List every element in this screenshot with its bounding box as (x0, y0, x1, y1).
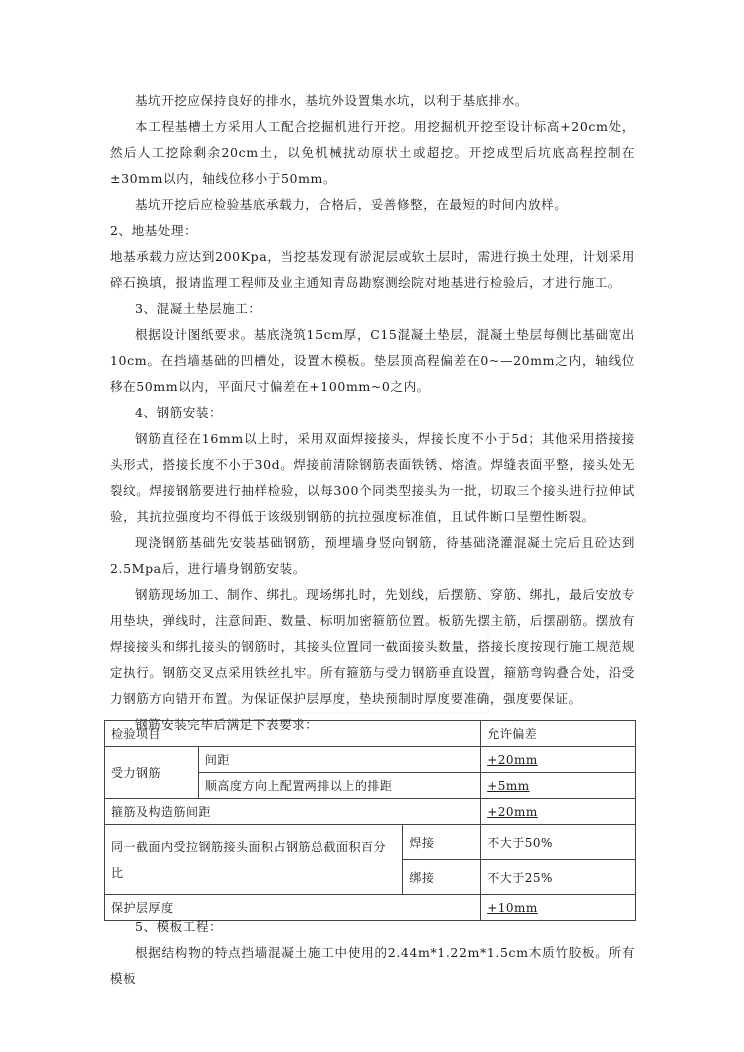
tolerance-cell: 不大于50% (481, 825, 636, 860)
paragraph: 基坑开挖应保持良好的排水，基坑外设置集水坑，以利于基底排水。 (135, 93, 529, 108)
paragraph: 本工程基槽土方采用人工配合挖掘机进行开挖。用挖掘机开挖至设计标高+20cm处，然后人工挖除剩余20cm土，以免机械扰动原状土或超挖。开挖成型后坑底高程控制在±30mm以内，轴线位移小于50mm。 (110, 119, 635, 186)
paragraph: 钢筋直径在16mm以上时，采用双面焊接接头，焊接长度不小于5d；其他采用搭接接头形式，搭接长度不小于30d。焊接前清除钢筋表面铁锈、熔渣。焊缝表面平整，接头处无裂纹。焊接钢筋要进行抽样检验，以每300个同类型接头为一批，切取三个接头进行拉伸试验，其抗拉强度均不得低于该级别钢筋的抗拉强度标准值，且试件断口呈塑性断裂。 (110, 431, 635, 524)
tolerance-cell: +20mm (481, 747, 636, 773)
sub-item-cell: 间距 (198, 747, 480, 773)
sub-item-cell: 顺高度方向上配置两排以上的排距 (198, 773, 480, 799)
tolerance-cell: +10mm (481, 895, 636, 921)
section-heading: 3、混凝土垫层施工： (135, 301, 262, 316)
tolerance-cell: +20mm (481, 799, 636, 825)
paragraph: 钢筋现场加工、制作、绑扎。现场绑扎时，先划线，后摆筋、穿筋、绑扎，最后安放专用垫块，弹线时，注意间距、数量、标明加密箍筋位置。板筋先摆主筋，后摆副筋。摆放有焊接接头和绑扎接头的钢筋时，其接头位置同一截面接头数量，搭接长度按现行施工规范规定执行。钢筋交叉点采用铁丝扎牢。所有箍筋与受力钢筋垂直设置，箍筋弯钩叠合处，沿受力钢筋方向错开布置。为保证保护层厚度，垫块预制时厚度要准确，强度要保证。 (110, 587, 635, 706)
tolerance-cell: 不大于25% (481, 860, 636, 895)
paragraph: 根据结构物的特点挡墙混凝土施工中使用的2.44m*1.22m*1.5cm木质竹胶板。所有模板 (110, 945, 635, 986)
item-cell: 保护层厚度 (105, 895, 481, 921)
table-header-row (105, 721, 636, 747)
table-row (105, 747, 636, 773)
paragraph: 根据设计图纸要求。基底浇筑15cm厚，C15混凝土垫层，混凝土垫层每侧比基础宽出10cm。在挡墙基础的凹槽处，设置木模板。垫层顶高程偏差在0~—20mm之内，轴线位移在50mm以内，平面尺寸偏差在+100mm~0之内。 (110, 327, 635, 394)
table-row (105, 825, 636, 860)
rebar-tolerance-table (104, 720, 636, 921)
document-body-continued (110, 914, 635, 992)
sub-item-cell: 绑接 (403, 860, 481, 895)
paragraph: 地基承载力应达到200Kpa，当挖基发现有淤泥层或软土层时，需进行换土处理，计划采用碎石换填，报请监理工程师及业主通知青岛勘察测绘院对地基进行检验后，才进行施工。 (110, 249, 635, 290)
paragraph: 基坑开挖后应检验基底承载力，合格后，妥善修整，在最短的时间内放样。 (135, 197, 568, 212)
item-cell: 箍筋及构造筋间距 (105, 799, 481, 825)
header-item-cell: 检验项目 (105, 721, 481, 747)
sub-item-cell: 焊接 (403, 825, 481, 860)
section-heading: 5、模板工程： (135, 919, 223, 934)
section-heading: 2、地基处理： (110, 223, 198, 238)
paragraph: 现浇钢筋基础先安装基础钢筋，预埋墙身竖向钢筋，待基础浇灌混凝土完后且砼达到2.5Mpa后，进行墙身钢筋安装。 (110, 535, 635, 576)
section-heading: 4、钢筋安装： (135, 405, 223, 420)
tolerance-cell: +5mm (481, 773, 636, 799)
table-caption: 钢筋安装完毕后满足下表要求： (135, 717, 319, 732)
header-tolerance-cell: 允许偏差 (481, 721, 636, 747)
group-label-cell: 同一截面内受拉钢筋接头面积占钢筋总截面积百分比 (105, 825, 403, 895)
table-row (105, 799, 636, 825)
document-body (110, 88, 635, 738)
group-label-cell: 受力钢筋 (105, 747, 199, 799)
